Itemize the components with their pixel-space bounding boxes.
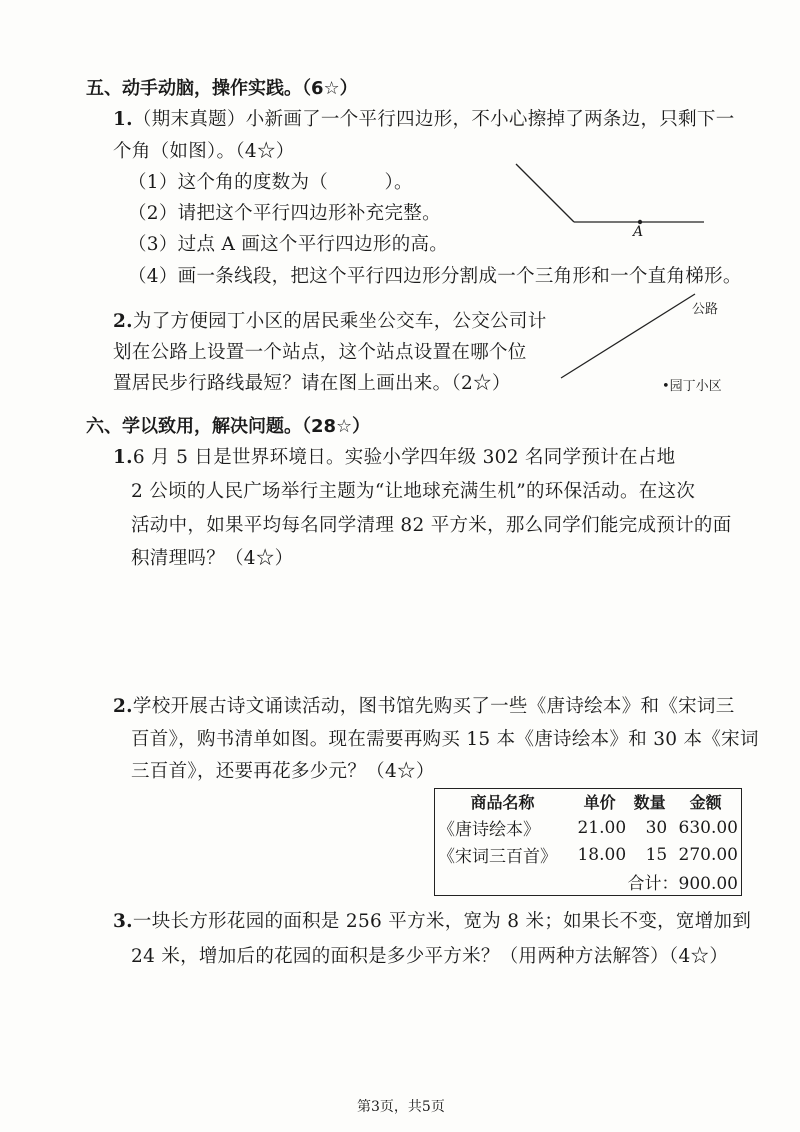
q5-1-line1 (113, 105, 735, 131)
q5-1-sub2: （2）请把这个平行四边形补充完整。 (128, 203, 441, 224)
q5-2-number: 2. (113, 311, 133, 332)
q6-1-text-1: 6 月 5 日是世界环境日。实验小学四年级 302 名同学预计在占地 (132, 447, 676, 468)
q5-1-text-1: （期末真题）小新画了一个平行四边形，不小心擦掉了两条边，只剩下一 (132, 109, 735, 130)
book-purchase-table (434, 788, 742, 896)
q5-2-line1 (113, 307, 547, 333)
header-item-name: 商品名称 (470, 793, 535, 812)
cell-quantity: 15 (645, 844, 668, 865)
q6-2-line2: 百首》，购书清单如图。现在需要再购买 15 本《唐诗绘本》和 30 本《宋词 (131, 729, 759, 750)
header-unit-price: 单价 (583, 793, 616, 812)
q6-1-line2: 2 公顷的人民广场举行主题为“让地球充满生机”的环保活动。在这次 (131, 481, 696, 502)
q6-1-line4: 积清理吗？（4☆） (131, 548, 294, 569)
q6-2-number: 2. (113, 696, 133, 717)
angle-slanted-side (516, 164, 574, 222)
q5-1-sub1: （1）这个角的度数为（ ）。 (128, 172, 413, 193)
table-total-row (435, 868, 742, 896)
table-row (435, 814, 742, 841)
q5-1-sub3: （3）过点 A 画这个平行四边形的高。 (128, 234, 449, 255)
cell-item-name: 《唐诗绘本》 (438, 820, 540, 840)
table-header-row (435, 789, 742, 815)
q5-1-number: 1. (113, 109, 133, 130)
cell-quantity: 30 (645, 817, 668, 838)
table-row (435, 841, 742, 868)
q6-3-line2: 24 米，增加后的花园的面积是多少平方米？（用两种方法解答）（4☆） (131, 946, 729, 967)
road-line (561, 294, 695, 378)
community-label: •园丁小区 (662, 379, 722, 394)
q5-2-text-1: 为了方便园丁小区的居民乘坐公交车，公交公司计 (132, 311, 547, 332)
page-number: 第3页，共5页 (357, 1099, 445, 1115)
q6-2-line1 (113, 692, 735, 718)
cell-total: 合计：900.00 (627, 874, 738, 894)
header-quantity: 数量 (633, 793, 666, 812)
angle-figure (510, 160, 710, 245)
q6-1-line3: 活动中，如果平均每名同学清理 82 平方米，那么同学们能完成预计的面 (131, 515, 732, 536)
cell-unit-price: 18.00 (577, 844, 627, 865)
q5-1-line2: 个角（如图）。（4☆） (113, 141, 295, 162)
q5-2-line2: 划在公路上设置一个站点，这个站点设置在哪个位 (113, 342, 527, 363)
q6-1-number: 1. (113, 447, 133, 468)
q6-2-text-1: 学校开展古诗文诵读活动，图书馆先购买了一些《唐诗绘本》和《宋词三 (132, 696, 735, 717)
q6-3-number: 3. (113, 911, 133, 932)
q6-2-line3: 三百首》，还要再花多少元？（4☆） (131, 761, 435, 782)
cell-amount: 270.00 (678, 844, 738, 865)
cell-item-name: 《宋词三百首》 (438, 847, 557, 867)
section-6-title: 六、学以致用，解决问题。（28☆） (86, 416, 371, 437)
road-figure (555, 290, 705, 385)
q6-3-line1 (113, 907, 751, 933)
q5-2-line3: 置居民步行路线最短？请在图上画出来。（2☆） (113, 373, 511, 394)
cell-unit-price: 21.00 (577, 817, 627, 838)
q5-1-sub4: （4）画一条线段，把这个平行四边形分割成一个三角形和一个直角梯形。 (128, 266, 742, 287)
q6-1-line1 (113, 443, 675, 469)
section-5-title: 五、动手动脑，操作实践。（6☆） (86, 78, 358, 99)
cell-amount: 630.00 (678, 817, 738, 838)
point-a-label: A (633, 224, 644, 240)
header-amount: 金额 (689, 793, 722, 812)
q6-3-text-1: 一块长方形花园的面积是 256 平方米，宽为 8 米；如果长不变，宽增加到 (132, 911, 752, 932)
road-label: 公路 (692, 302, 719, 317)
